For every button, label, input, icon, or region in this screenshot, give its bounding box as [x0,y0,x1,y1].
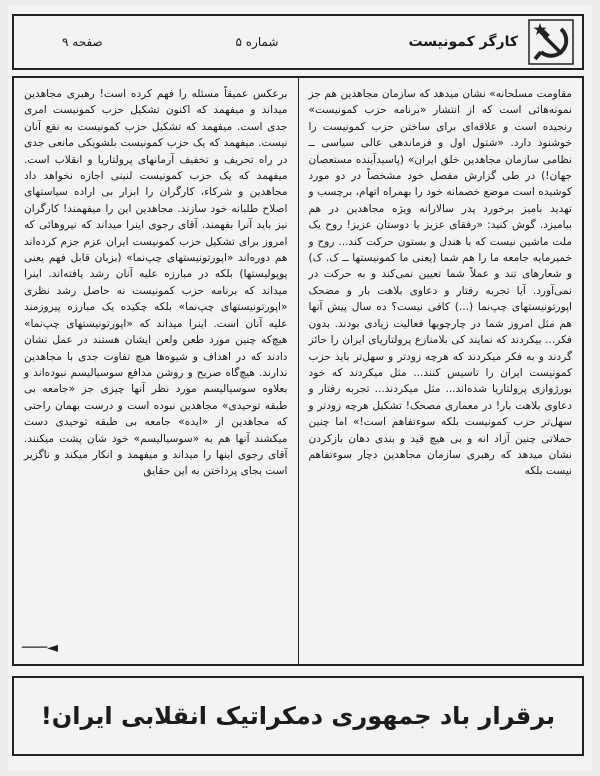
issue-number: شماره ۵ [235,35,279,49]
newspaper-title: کارگر کمونیست [408,34,518,50]
article-column-left [14,78,299,664]
page-header [12,14,584,70]
continuation-arrow-icon: ◄─── [22,639,59,656]
article-column-right [299,78,583,664]
slogan-text: برقرار باد جمهوری دمکراتیک انقلابی ایران! [40,702,556,730]
hammer-sickle-star-icon [528,19,574,65]
article-text-right: مقاومت مسلحانه» نشان میدهد که سازمان مجاهدین هم جز نمونه‌هائی است که از انتشار «برنامه حزب کمونیست» رنجیده است و علاقه‌ای برای ساختن حزب کمونیست را خوشنود دارد. «شتول اول و فرماندهی عالی سیاسی ــ نظامی سازمان مجاهدین خلق ایران» (پاسیدآینده مستعصان جهان!) در طی گزارش مفصل خود مشخصاً در دو مورد کوشیده است موضع خصمانه خود را بهمراه اتهام، برچسب و تهدید بامیز برخورد پدر سالارانه ویژه مجاهدین در هم بیامیزد. گوش کنید: «رفقای عزیز یا دوستان عزیز! روح یک ملت ماشین نیست که با هندل و بستون حرکت کند... روح و خمیرمایه جامعه ما را هم شما (یعنی ما کمونیستها ــ ک. ک) و شعارهای تند و عملاً شما تعیین نمی‌کند و به حرکت در نمی‌آورد. آیا تجربه رفتار و دعاوی بلاهت بار و مضحک اپورتونیستهای چپ‌نما (...) کافی نیست؟ ده سال پیش آنها هم مثل امروز شما در چارچوبها فعالیت زیادی بودند. بدون فکر... بیکردند که نمایند کی بلامنازع پرولتاریای ایران را حائز گردند و به فکر میکردند که هرچه زودتر و سهل‌تر باید حزب کمونیست ایران را تاسیس کنند... مثل میکردند که خود بورژوازی پرولتاریا شده‌اند... مثل میکردند... تجربه رفتار و دعاوی بلاهت بار! در معماری مصحک! تشکیل هرچه زودتر و سهل‌تر حزب کمونیست بلکه سوءتفاهم است!» اما چنین حملاتی چنین آزاد انه و بی هیچ قید و بندی دهان بازکردن نشان میدهد که رهبری سازمان مجاهدین دچار سوءتفاهم نیست بلکه [308,88,572,478]
article-columns [12,76,584,666]
page-number: صفحه ۹ [62,35,103,49]
article-text-left: برعکس عمیقاً مسئله را فهم کرده است! رهبری مجاهدین میداند و میفهمد که اکنون تشکیل حزب کمونیست امری جدی است. میفهمد که تشکیل حزب کمونیست به نفع آنان نیست. میفهمد که یک حزب کمونیست بلشویکی مانعی جدی در راه تحریف و تخفیف آرمانهای پرولتاریا و انقلاب است. میفهمد که یک حزب کمونیست لنینی اجازه نخواهد داد مجاهدین و شرکاء، کارگران را ابزار بی اراده سیاستهای اصلاح طلبانه خود سازند. مجاهدین این را میفهمند! کارگران نیز باید آنرا بفهمند. آقای رجوی اینرا میداند که نیروهائی که امروز برای تشکیل حزب کمونیست ایران عزم جزم کرده‌اند هم دوره‌اند «اپورتونیستهای چپ‌نما» (بزبان قابل فهم یعنی پوپولیستها) بلکه در مبارزه علیه آنان رشد یافته‌اند. اینرا میداند که برنامه حزب کمونیست نه حاصل رشد نظری «اپورتونیستهای چپ‌نما» بلکه چکیده یک مبارزه پیروزمند علیه آنان است. اینرا میداند که «اپورتونیستهای چپ‌نما» هیچ‌که چنین مورد طعن ولعن ایشان هستند در عمل نشان دادند که در اهداف و شیوه‌ها هیچ تفاوت جدی با مجاهدین ندارند. هیچ‌گاه صریح و روشن مدافع سوسیالیسم نبوده‌اند و بعلاوه سوسیالیسم مورد نظر آنها چیزی جز «جامعه بی طبقه توحیدی» مجاهدین نبوده است و درست بهمان راحتی که مجاهدین از «ایده» جامعه بی طبقه توحیدی دست میکشند آنها هم به «سوسیالیسم» خود شان پشت میکنند. آقای رجوی اینها را میداند و میفهمد و انکار میکند و ناگزیر است بجای پرداختن به این حقایق [24,88,288,478]
slogan-banner [12,676,584,756]
